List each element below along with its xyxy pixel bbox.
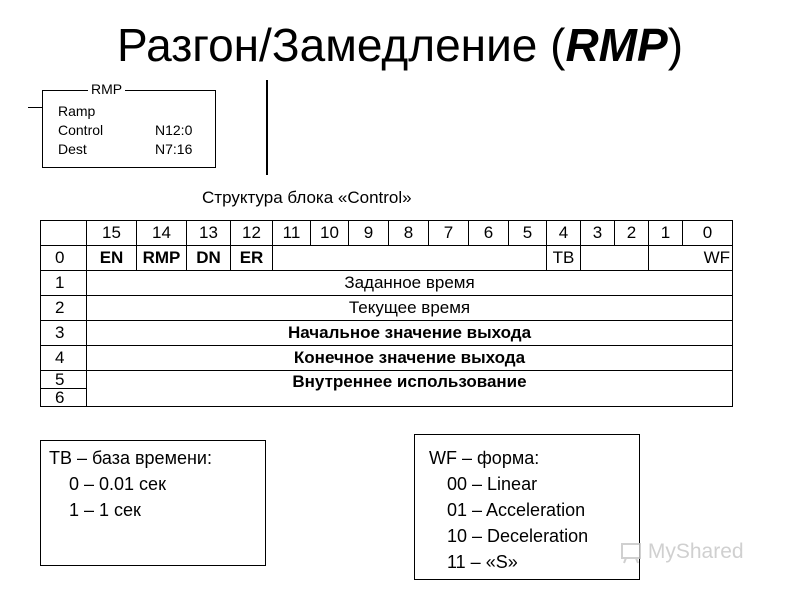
unused-bits [581,246,649,271]
flag-er: ER [231,246,273,271]
word-3-row [41,321,733,346]
bit-6: 6 [469,221,509,246]
bit-5: 5 [509,221,547,246]
bit-1: 1 [649,221,683,246]
word-1-row [41,271,733,296]
wf-legend-item: 10 – Deceleration [447,526,589,546]
word-index: 1 [41,271,87,296]
bit-14: 14 [137,221,187,246]
bit-11: 11 [273,221,311,246]
flag-dn: DN [187,246,231,271]
word-index: 2 [41,296,87,321]
title-bold-rmp: RMP [565,19,668,71]
wf-legend-item: 00 – Linear [447,474,538,494]
tb-legend [40,440,266,566]
watermark-logo [620,540,765,570]
flag-tb: TB [547,246,581,271]
accumulated-time-cell: Текущее время [87,296,733,321]
word-index: 5 [41,371,87,389]
rmp-control-value: N12:0 [155,122,193,138]
rmp-dest-value: N7:16 [155,141,193,157]
bit-7: 7 [429,221,469,246]
wf-legend-title: WF – форма: [429,448,540,468]
bit-header-row [41,221,733,246]
rmp-ramp-label: Ramp [58,103,96,119]
wf-legend [414,434,640,580]
end-output-cell: Конечное значение выхода [87,346,733,371]
bit-13: 13 [187,221,231,246]
watermark-text: MyShared [647,540,744,563]
flag-wf: WF [649,246,733,271]
slide-title: Разгон/Замедление (RMP) [116,19,684,71]
bit-0: 0 [683,221,733,246]
word-index: 3 [41,321,87,346]
tb-legend-title: TB – база времени: [49,448,212,468]
unused-bits [273,246,547,271]
rmp-block-name: RMP [88,81,125,97]
ladder-rail [266,80,268,175]
bit-3: 3 [581,221,615,246]
flag-rmp: RMP [137,246,187,271]
start-output-cell: Начальное значение выхода [87,321,733,346]
table-caption: Структура блока «Control» [202,188,412,207]
preset-time-cell: Заданное время [87,271,733,296]
control-structure-table [40,220,733,407]
bit-12: 12 [231,221,273,246]
bit-10: 10 [311,221,349,246]
word-2-row [41,296,733,321]
rmp-control-label: Control [58,122,104,138]
bit-2: 2 [615,221,649,246]
bit-8: 8 [389,221,429,246]
word-5-row [41,371,733,389]
rung-line [28,107,42,108]
word-index: 0 [41,246,87,271]
tb-legend-item: 0 – 0.01 сек [69,474,166,494]
tb-legend-item: 1 – 1 сек [69,500,141,520]
internal-use-cell: Внутреннее использование [87,371,733,407]
word-4-row [41,346,733,371]
wf-legend-item: 01 – Acceleration [447,500,586,520]
word-index: 6 [41,389,87,407]
bit-15: 15 [87,221,137,246]
rmp-dest-label: Dest [58,141,87,157]
flag-en: EN [87,246,137,271]
word-0-row [41,246,733,271]
wf-legend-item: 11 – «S» [447,552,518,572]
corner-cell [41,221,87,246]
bit-9: 9 [349,221,389,246]
bit-4: 4 [547,221,581,246]
word-index: 4 [41,346,87,371]
watermark-icon [620,540,642,564]
